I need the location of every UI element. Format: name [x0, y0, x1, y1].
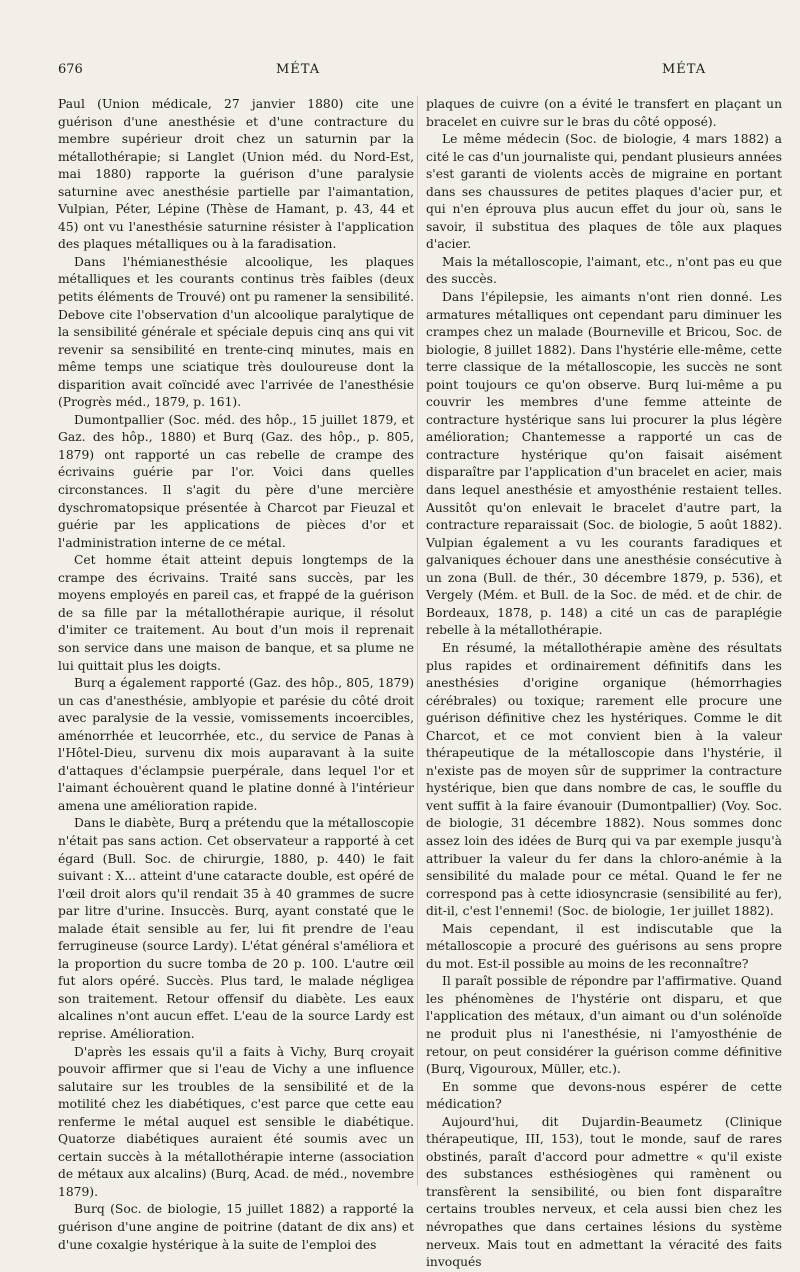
- column-divider: [417, 96, 418, 1186]
- paragraph: En résumé, la métallothérapie amène des résultats plus rapides et ordinairement définitifs dans les anesthésies d'origine organique (hémorrhagies cérébrales) ou toxique; rarement elle procure une guérison définitive chez les hystériques. Comme le dit Charcot, et ce mot convient bien à la valeur thérapeutique de la métalloscopie dans l'hystérie, il n'existe pas de moyen sûr de supprimer la contracture hystérique, bien que dans nombre de cas, le souffle du vent suffit à la faire évanouir (Dumontpallier) (Voy. Soc. de biologie, 31 décembre 1882). Nous sommes donc assez loin des idées de Burq qui va par exemple jusqu'à attribuer la valeur du fer dans la chloro-anémie à la sensibilité du malade pour ce métal. Quand le fer ne correspond pas à cette idiosyncrasie (sensibilité au fer), dit-il, c'est l'ennemi! (Soc. de biologie, 1er juillet 1882).: [426, 640, 782, 919]
- paragraph: Mais cependant, il est indiscutable que la métalloscopie a procuré des guérisons au sens propre du mot. Est-il possible au moins de les reconnaître?: [426, 921, 782, 971]
- paragraph: Le même médecin (Soc. de biologie, 4 mars 1882) a cité le cas d'un journaliste qui, pendant plusieurs années s'est garanti de violents accès de migraine en portant dans ses chaussures de petites plaques d'acier pur, et qui n'en éprouva plus aucun effet du jour où, sans le savoir, il substitua des plaques de tôle aux plaques d'acier.: [426, 132, 782, 252]
- paragraph: Burq (Soc. de biologie, 15 juillet 1882) a rapporté la guérison d'une angine de poitrine (datant de dix ans) et d'une coxalgie hystérique à la suite de l'emploi des: [58, 1202, 414, 1252]
- page-number: 676: [58, 62, 83, 77]
- paragraph: Il paraît possible de répondre par l'affirmative. Quand les phénomènes de l'hystérie ont disparu, et que l'application des métaux, d'un aimant ou d'un solénoïde ne produit plus ni l'anesthésie, ni l'amyosthénie de retour, on peut considérer la guérison comme définitive (Burq, Vigouroux, Müller, etc.).: [426, 974, 782, 1077]
- paragraph: Mais la métalloscopie, l'aimant, etc., n'ont pas eu que des succès.: [426, 254, 782, 287]
- paragraph: Dans l'épilepsie, les aimants n'ont rien donné. Les armatures métalliques ont cependant paru diminuer les crampes chez un malade (Bourneville et Bricou, Soc. de biologie, 8 juillet 1882). Dans l'hystérie elle-même, cette terre classique de la métalloscopie, les succès ne sont point toujours ce qu'on observe. Burq lui-même a pu couvrir les membres d'une femme atteinte de contracture hystérique sans lui procurer la plus légère amélioration; Chantemesse a rapporté un cas de contracture hystérique qu'on faisait aisément disparaître par l'application d'un bracelet en acier, mais dans lequel anesthésie et amyosthénie restaient telles. Aussitôt qu'on enlevait le bracelet d'autre part, la contracture reparaissait (Soc. de biologie, 5 août 1882). Vulpian également a vu les courants faradiques et galvaniques échouer dans une anesthésie consécutive à un zona (Bull. de thér., 30 décembre 1879, p. 536), et Vergely (Mém. et Bull. de la Soc. de méd. et de chir. de Bordeaux, 1878, p. 148) a cité un cas de paraplégie rebelle à la métallothérapie.: [426, 290, 782, 638]
- paragraph: plaques de cuivre (on a évité le transfert en plaçant un bracelet en cuivre sur le bras du côté opposé).: [426, 97, 782, 129]
- paragraph: Aujourd'hui, dit Dujardin-Beaumetz (Clinique thérapeutique, III, 153), tout le monde, sauf de rares obstinés, paraît d'accord pour admettre « qu'il existe des substances esthésiogènes qui ramènent ou transfèrent la sensibilité, ou bien font disparaître certains troubles nerveux, et cela aussi bien chez les névropathes que dans certaines lésions du système nerveux. Mais tout en admettant la véracité des faits invoqués: [426, 1114, 782, 1270]
- paragraph: Dans le diabète, Burq a prétendu que la métalloscopie n'était pas sans action. Cet observateur a rapporté à cet égard (Bull. Soc. de chirurgie, 1880, p. 440) le fait suivant : X... atteint d'une cataracte double, est opéré de l'œil droit alors qu'il rendait 35 à 40 grammes de sucre par litre d'urine. Insuccès. Burq, ayant constaté que le malade était sensible au fer, lui fit prendre de l'eau ferrugineuse (source Lardy). L'état général s'améliora et la proportion du sucre tomba de 20 p. 100. L'autre œil fut alors opéré. Succès. Plus tard, le malade négligea son traitement. Retour offensif du diabète. Les eaux alcalines n'ont aucun effet. L'eau de la source Lardy est reprise. Amélioration.: [58, 816, 414, 1041]
- paragraph: Burq a également rapporté (Gaz. des hôp., 805, 1879) un cas d'anesthésie, amblyopie et parésie du côté droit avec paralysie de la vessie, vomissements incoercibles, aménorrhée et leucorrhée, etc., du service de Panas à l'Hôtel-Dieu, survenu dix mois auparavant à la suite d'attaques d'éclampsie puerpérale, dans lequel l'or et l'aimant échouèrent quand le platine donné à l'intérieur amena une amélioration rapide.: [58, 676, 414, 813]
- paragraph: D'après les essais qu'il a faits à Vichy, Burq croyait pouvoir affirmer que si l'eau de Vichy a une influence salutaire sur les troubles de la sensibilité et de la motilité chez les diabétiques, c'est parce que cette eau renferme le métal auquel est sensible le diabétique. Quatorze diabétiques auraient été soumis avec un certain succès à la métallothérapie interne (association de métaux aux alcalins) (Burq, Acad. de méd., novembre 1879).: [58, 1044, 414, 1199]
- right-column: [426, 96, 782, 1272]
- running-head-left: MÉTA: [276, 62, 321, 77]
- paragraph: Paul (Union médicale, 27 janvier 1880) cite une guérison d'une anesthésie et d'une contracture du membre supérieur droit chez un saturnin par la métallothérapie; si Langlet (Union méd. du Nord-Est, mai 1880) rapporte la guérison d'une paralysie saturnine avec anesthésie partielle par l'aimantation, Vulpian, Péter, Lépine (Thèse de Hamant, p. 43, 44 et 45) ont vu l'anesthésie saturnine résister à l'application des plaques métalliques ou à la faradisation.: [58, 97, 414, 252]
- paragraph: En somme que devons-nous espérer de cette médication?: [426, 1079, 782, 1112]
- paragraph: Dans l'hémianesthésie alcoolique, les plaques métalliques et les courants continus très faibles (deux petits éléments de Trouvé) ont pu ramener la sensibilité. Debove cite l'observation d'un alcoolique paralytique de la sensibilité générale et spéciale depuis cinq ans qui vit revenir sa sensibilité en trente-cinq minutes, mais en même temps une sciatique très douloureuse dont la disparition avait coïncidé avec l'arrivée de l'anesthésie (Progrès méd., 1879, p. 161).: [58, 254, 414, 410]
- page-header: [58, 62, 748, 82]
- left-column: [58, 96, 414, 1254]
- running-head-right: MÉTA: [662, 62, 707, 77]
- paragraph: Cet homme était atteint depuis longtemps de la crampe des écrivains. Traité sans succès, par les moyens employés en pareil cas, et frappé de la guérison de sa fille par la métallothérapie aurique, il résolut d'imiter ce traitement. Au bout d'un mois il reprenait son service dans une maison de banque, et sa plume ne lui quittait plus les doigts.: [58, 553, 414, 673]
- paragraph: Dumontpallier (Soc. méd. des hôp., 15 juillet 1879, et Gaz. des hôp., 1880) et Burq (Gaz. des hôp., p. 805, 1879) ont rapporté un cas rebelle de crampe des écrivains guérie par l'or. Voici dans quelles circonstances. Il s'agit du père d'une mercière dyschromatopsique présentée à Charcot par Fieuzal et guérie par les applications de pièces d'or et l'administration interne de ce métal.: [58, 412, 414, 550]
